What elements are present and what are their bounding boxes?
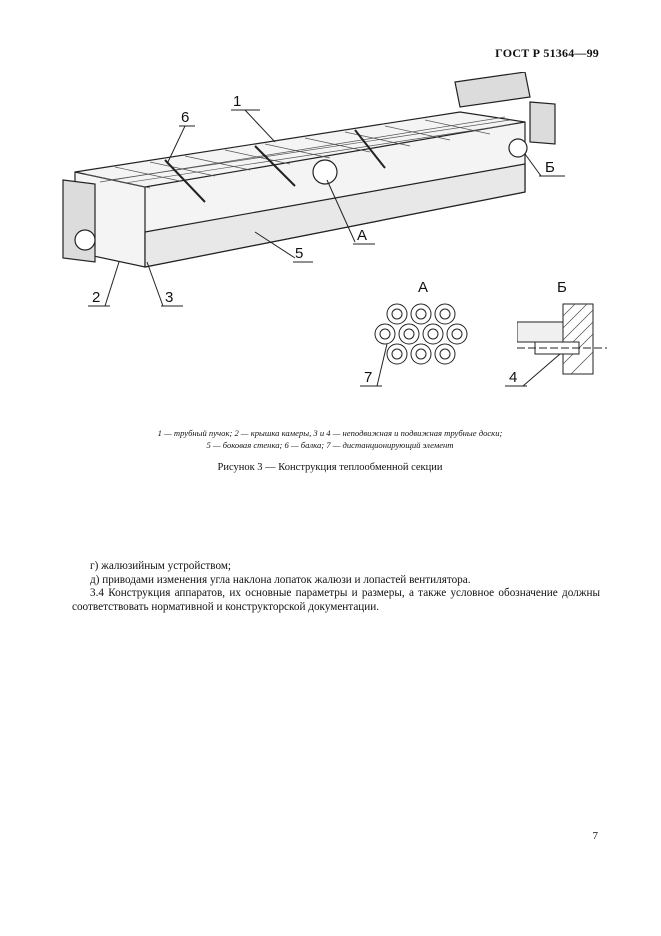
legend-line-1: 1 — трубный пучок; 2 — крышка камеры, 3 и 4 — неподвижная и подвижная трубные доски; (157, 428, 503, 438)
callout-label-3: 3 (165, 289, 174, 306)
detail-a-title: А (418, 279, 429, 296)
callout-label-2: 2 (92, 289, 101, 306)
list-item-g: г) жалюзийным устройством; (90, 560, 232, 572)
list-item-d: д) приводами изменения угла наклона лопаток жалюзи и лопастей вентилятора. (90, 573, 471, 586)
figure-caption: Рисунок 3 — Конструкция теплообменной секции (217, 462, 443, 473)
heat-exchanger-figure (55, 72, 615, 402)
callout-2 (88, 262, 119, 306)
figure-legend (60, 427, 600, 451)
callout-label-1: 1 (233, 93, 242, 110)
body-text (72, 560, 600, 614)
clause-3-4: 3.4 Конструкция аппаратов, их основные параметры и размеры, а также условное обозначение должны соответствовать нормативной и конструкторской документации. (72, 587, 600, 613)
heat-exchanger-drawing (55, 72, 615, 402)
callout-label-7: 7 (364, 369, 373, 386)
callout-label-B: Б (545, 159, 555, 176)
section-body (63, 72, 555, 267)
callout-4 (505, 354, 560, 386)
detail-a (375, 279, 467, 364)
callout-3 (147, 262, 183, 306)
callout-B (525, 154, 565, 176)
callout-label-6: 6 (181, 109, 190, 126)
detail-b (517, 279, 607, 374)
callout-label-5: 5 (295, 245, 304, 262)
detail-b-title: Б (557, 279, 567, 296)
callout-7 (360, 344, 387, 386)
legend-line-2: 5 — боковая стенка; 6 — балка; 7 — дистанционирующий элемент (206, 440, 454, 450)
callout-label-4: 4 (509, 369, 518, 386)
callout-1 (231, 93, 275, 142)
callout-label-A: А (357, 227, 368, 244)
standard-header: ГОСТ Р 51364—99 (495, 46, 599, 60)
page-number: 7 (592, 830, 598, 842)
